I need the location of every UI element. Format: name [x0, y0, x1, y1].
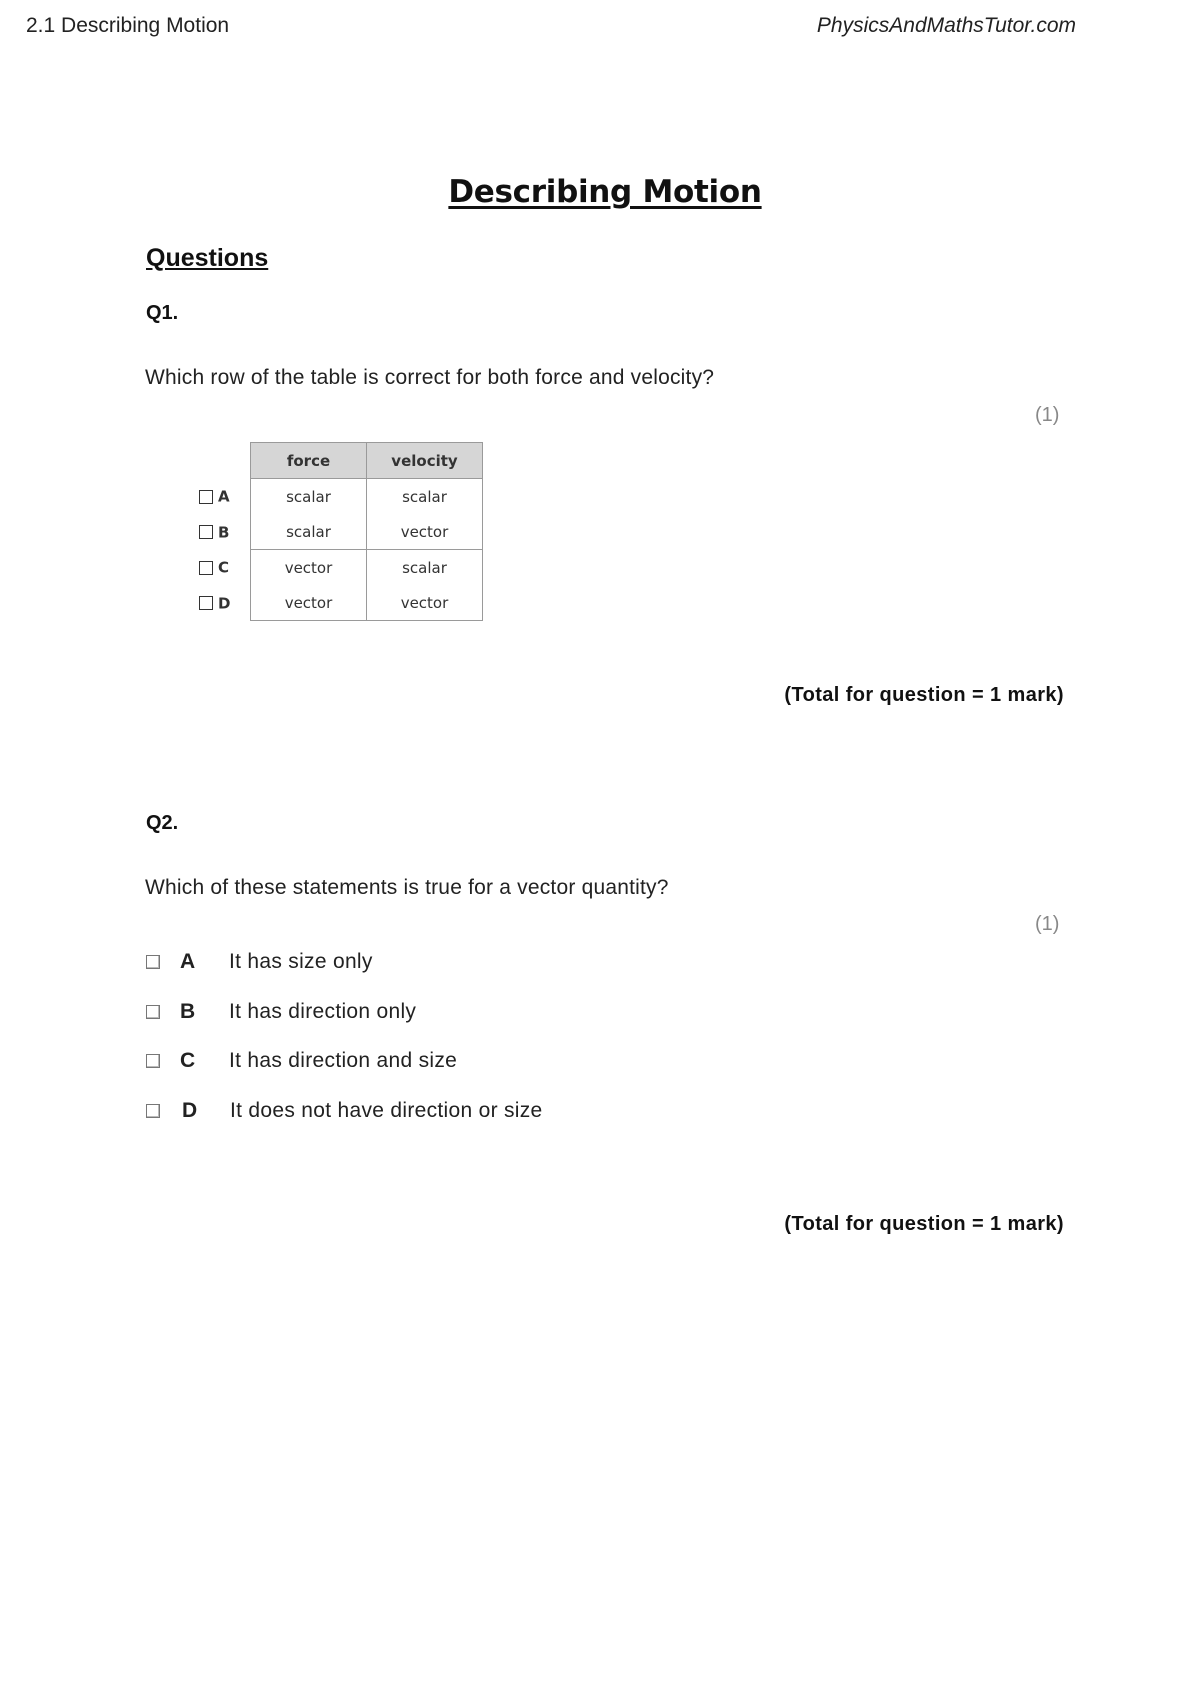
section-heading: Questions [146, 244, 269, 272]
q1-cell-b-force: scalar [251, 514, 367, 550]
q1-header-velocity: velocity [367, 443, 483, 479]
checkbox-icon[interactable] [199, 561, 213, 575]
q1-option-a[interactable]: A [199, 479, 251, 515]
q2-marks: (1) [1035, 913, 1060, 935]
checkbox-icon[interactable] [146, 1104, 160, 1118]
checkbox-icon[interactable] [199, 525, 213, 539]
q1-marks: (1) [1035, 404, 1060, 426]
q1-option-c[interactable]: C [199, 550, 251, 586]
checkbox-icon[interactable] [146, 1054, 160, 1068]
checkbox-icon[interactable] [146, 955, 160, 969]
q1-cell-d-velocity: vector [367, 585, 483, 621]
q1-cell-c-velocity: scalar [367, 550, 483, 586]
q1-cell-a-velocity: scalar [367, 479, 483, 515]
q2-total-marks: (Total for question = 1 mark) [784, 1213, 1064, 1235]
q1-option-d[interactable]: D [199, 585, 251, 621]
q1-cell-a-force: scalar [251, 479, 367, 515]
q1-number: Q1. [146, 302, 179, 324]
q1-option-b[interactable]: B [199, 514, 251, 550]
q1-cell-b-velocity: vector [367, 514, 483, 550]
q1-total-marks: (Total for question = 1 mark) [784, 684, 1064, 706]
q1-question-text: Which row of the table is correct for both force and velocity? [145, 366, 715, 389]
q2-number: Q2. [146, 812, 179, 834]
q1-header-force: force [251, 443, 367, 479]
checkbox-icon[interactable] [146, 1005, 160, 1019]
page-title: Describing Motion [448, 174, 762, 210]
q1-cell-c-force: vector [251, 550, 367, 586]
checkbox-icon[interactable] [199, 596, 213, 610]
header-left-title: 2.1 Describing Motion [26, 14, 230, 37]
q1-answer-table [199, 442, 483, 621]
header-site-name: PhysicsAndMathsTutor.com [816, 14, 1076, 37]
q1-cell-d-force: vector [251, 585, 367, 621]
checkbox-icon[interactable] [199, 490, 213, 504]
q2-question-text: Which of these statements is true for a vector quantity? [145, 876, 669, 899]
